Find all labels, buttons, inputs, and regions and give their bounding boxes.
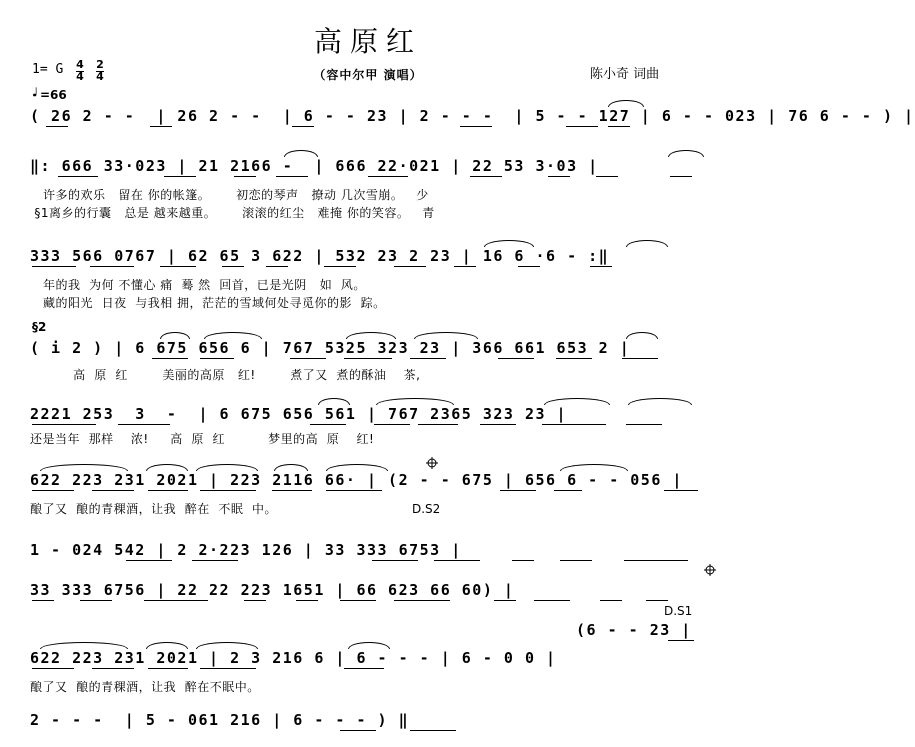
underline xyxy=(512,560,534,561)
underline xyxy=(310,424,346,425)
time-sig-2-bottom: 4 xyxy=(96,70,104,83)
slur xyxy=(40,464,128,471)
slur xyxy=(348,642,390,649)
notes-line: 622 223 231 2021 | 223 2116 66· | (2 - - 675 | 656 6 - - 056 | xyxy=(30,471,683,489)
underline xyxy=(646,600,668,601)
segno-2-mark: §2 xyxy=(32,320,47,334)
slur xyxy=(146,642,188,649)
notes-line: 33 333 6756 | 22 22 223 1651 | 66 623 66 60) | xyxy=(30,581,515,599)
underline xyxy=(340,730,376,731)
ds1-mark: D.S1 xyxy=(664,604,693,618)
underline xyxy=(148,490,188,491)
ds2-mark: D.S2 xyxy=(412,502,441,516)
slur xyxy=(608,100,644,107)
quarter-note-icon xyxy=(33,86,37,98)
lyric-verse-1: 许多的欢乐 留在 你的帐篷。 初恋的琴声 撩动 几次雪崩。 少 xyxy=(30,188,429,202)
underline xyxy=(494,600,516,601)
underline xyxy=(394,266,426,267)
underline xyxy=(222,266,244,267)
underline xyxy=(664,490,698,491)
underline xyxy=(266,266,288,267)
underline xyxy=(200,358,234,359)
underline xyxy=(470,176,502,177)
underline xyxy=(344,668,384,669)
score-row-chorus-2 xyxy=(30,404,720,430)
underline xyxy=(126,560,172,561)
underline xyxy=(326,490,382,491)
underline xyxy=(460,126,492,127)
slur xyxy=(544,398,610,405)
notes-line: 622 223 231 2021 | 2 3 216 6 | 6 - - - | 6 - 0 0 | xyxy=(30,649,557,667)
underline xyxy=(368,176,408,177)
notes-line: ‖: 666 33·023 | 21 2166 - | 666 22·021 | 22 53 3·03 | xyxy=(30,157,599,175)
underline xyxy=(394,600,450,601)
score-row-ending xyxy=(30,710,720,736)
underline xyxy=(90,266,134,267)
underline xyxy=(324,266,356,267)
underline xyxy=(234,176,256,177)
key-signature: 1= G xyxy=(32,62,64,77)
underline xyxy=(200,668,256,669)
slur xyxy=(414,332,478,339)
underline xyxy=(410,730,456,731)
underline xyxy=(554,490,582,491)
underline xyxy=(46,126,68,127)
slur xyxy=(196,642,258,649)
underline xyxy=(556,358,592,359)
score-row-chorus-1 xyxy=(30,338,720,364)
underline xyxy=(548,176,570,177)
slur xyxy=(274,464,308,471)
underline xyxy=(296,600,318,601)
slur xyxy=(40,642,128,649)
underline xyxy=(150,126,172,127)
slur xyxy=(346,332,396,339)
lyric-verse-2: §1离乡的行囊 总是 越来越重。 滚滚的红尘 难掩 你的笑容。 青 xyxy=(30,206,435,220)
underline xyxy=(32,266,76,267)
time-sig-1-bottom: 4 xyxy=(76,70,84,83)
underline xyxy=(200,490,256,491)
underline xyxy=(498,358,534,359)
tempo-marking: =66 xyxy=(40,88,67,102)
notes-line: (6 - - 23 | xyxy=(576,621,692,639)
underline xyxy=(668,640,694,641)
underline xyxy=(374,424,410,425)
underline xyxy=(340,600,376,601)
score-row-verse-2 xyxy=(30,246,720,272)
slur xyxy=(318,398,350,405)
score-row-coda xyxy=(30,648,720,674)
notes-line: 2221 253 3 - | 6 675 656 561 | 767 2365 323 23 | xyxy=(30,405,568,423)
slur xyxy=(626,332,658,339)
lyric-chorus-2: 还是当年 那样 浓! 高 原 红 梦里的高 原 红! xyxy=(30,432,375,446)
underline xyxy=(600,600,622,601)
underline xyxy=(518,266,540,267)
underline xyxy=(164,176,196,177)
score-row-interlude-2 xyxy=(30,580,720,606)
lyric-coda: 酿了又 酿的青稞酒，让我 醉在不眠中。 xyxy=(30,680,260,694)
composer-credit: 陈小奇 词曲 xyxy=(590,67,660,82)
slur xyxy=(376,398,454,405)
underline xyxy=(534,600,570,601)
underline xyxy=(92,490,134,491)
score-row-intro xyxy=(30,106,915,132)
slur xyxy=(626,240,668,247)
underline xyxy=(418,424,458,425)
underline xyxy=(290,358,326,359)
notes-line: ( i 2 ) | 6 675 656 6 | 767 5325 323 23 | 366 661 653 2 | xyxy=(30,339,631,357)
underline xyxy=(372,560,418,561)
underline xyxy=(148,668,188,669)
time-sig-1-top: 4 xyxy=(76,58,84,71)
underline xyxy=(80,600,112,601)
score-row-interlude-1 xyxy=(30,540,720,566)
underline xyxy=(32,424,96,425)
coda-sign-icon xyxy=(704,564,716,576)
score-row-coda-entry xyxy=(576,620,716,646)
underline xyxy=(344,358,392,359)
slur xyxy=(160,332,190,339)
underline xyxy=(272,490,312,491)
notes-line: 1 - 024 542 | 2 2·223 126 | 33 333 6753 | xyxy=(30,541,462,559)
underline xyxy=(542,424,606,425)
underline xyxy=(608,126,630,127)
underline xyxy=(276,176,308,177)
underline xyxy=(624,560,688,561)
underline xyxy=(622,358,658,359)
slur xyxy=(326,464,388,471)
lyric-chorus-3: 酿了又 酿的青稞酒，让我 醉在 不眠 中。 xyxy=(30,502,278,516)
slur xyxy=(560,464,628,471)
underline xyxy=(670,176,692,177)
underline xyxy=(160,266,196,267)
slur xyxy=(484,240,534,247)
underline xyxy=(434,560,480,561)
underline xyxy=(32,668,74,669)
underline xyxy=(500,490,536,491)
underline xyxy=(32,490,74,491)
underline xyxy=(92,668,134,669)
underline xyxy=(192,560,238,561)
underline xyxy=(480,424,516,425)
slur xyxy=(668,150,704,157)
underline xyxy=(596,176,618,177)
underline xyxy=(626,424,662,425)
slur xyxy=(196,464,258,471)
time-sig-2-top: 2 xyxy=(96,58,104,71)
performer-subtitle: （容中尔甲 演唱） xyxy=(313,68,423,82)
underline xyxy=(152,358,188,359)
score-row-chorus-3 xyxy=(30,470,720,496)
notes-line: ( 26 2 - - | 26 2 - - | 6 - - 23 | 2 - - - | 5 - - 127 | 6 - - 023 | 76 6 - - ) | xyxy=(30,107,915,125)
score-row-verse-1 xyxy=(30,156,720,182)
underline xyxy=(32,600,54,601)
lyric-chorus-1: 高 原 红 美丽的高原 红! 煮了又 煮的酥油 茶, xyxy=(30,368,421,382)
slur xyxy=(146,464,188,471)
underline xyxy=(118,424,170,425)
slur xyxy=(204,332,262,339)
underline xyxy=(560,560,592,561)
notes-line: 2 - - - | 5 - 061 216 | 6 - - - ) ‖ xyxy=(30,711,410,729)
underline xyxy=(244,600,266,601)
coda-sign-icon xyxy=(426,457,438,469)
lyric-verse-1: 年的我 为何 不懂心 痛 蓦 然 回首，已是光阴 如 风。 xyxy=(30,278,366,292)
underline xyxy=(410,358,446,359)
slur xyxy=(628,398,692,405)
notes-line: 333 566 0767 | 62 65 3 622 | 532 23 2 23 | 16 6 ·6 - :‖ xyxy=(30,247,610,265)
underline xyxy=(566,126,598,127)
underline xyxy=(58,176,98,177)
slur xyxy=(284,150,318,157)
underline xyxy=(590,266,612,267)
song-title: 高原红 xyxy=(313,25,422,58)
lyric-verse-2: 藏的阳光 日夜 与我相 拥，茫茫的雪域何处寻觅你的影 踪。 xyxy=(30,296,386,310)
underline xyxy=(144,600,208,601)
underline xyxy=(454,266,476,267)
underline xyxy=(292,126,314,127)
